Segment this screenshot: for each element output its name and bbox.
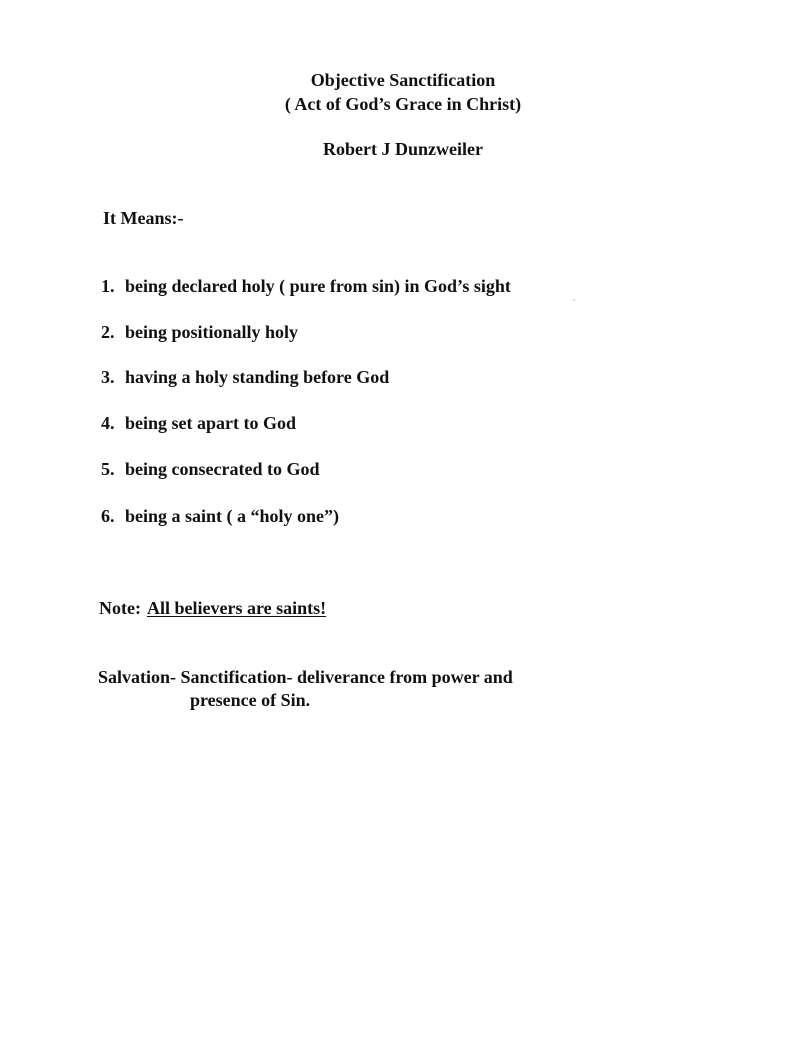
salvation-line-1: Salvation- Sanctification- deliverance from power and bbox=[98, 667, 513, 687]
list-item bbox=[101, 366, 389, 388]
note bbox=[99, 597, 326, 619]
document-subtitle: ( Act of God’s Grace in Christ) bbox=[284, 94, 522, 114]
list-item-number: 4. bbox=[101, 413, 115, 433]
document-author: Robert J Dunzweiler bbox=[323, 139, 483, 159]
list-item-text: being declared holy ( pure from sin) in God’s sight bbox=[125, 276, 511, 296]
list-item-text: having a holy standing before God bbox=[125, 367, 390, 387]
list-item-number: 1. bbox=[101, 276, 115, 296]
note-label: Note: bbox=[99, 598, 141, 618]
list-item bbox=[101, 321, 298, 343]
list-item-number: 5. bbox=[101, 459, 115, 479]
list-item bbox=[101, 458, 319, 480]
list-item-text: being positionally holy bbox=[125, 322, 299, 342]
document-title: Objective Sanctification bbox=[310, 70, 496, 90]
scan-speck bbox=[573, 299, 575, 301]
section-heading: It Means:- bbox=[103, 208, 184, 228]
list-item-text: being a saint ( a “holy one”) bbox=[125, 506, 340, 526]
list-item bbox=[101, 505, 339, 527]
list-item-number: 2. bbox=[101, 322, 115, 342]
note-text: All believers are saints! bbox=[146, 598, 327, 618]
list-item bbox=[101, 412, 296, 434]
salvation-line-2: presence of Sin. bbox=[190, 690, 311, 710]
list-item-number: 3. bbox=[101, 367, 115, 387]
list-item-text: being consecrated to God bbox=[125, 459, 320, 479]
list-item bbox=[101, 275, 511, 297]
list-item-text: being set apart to God bbox=[125, 413, 296, 433]
list-item-number: 6. bbox=[101, 506, 115, 526]
